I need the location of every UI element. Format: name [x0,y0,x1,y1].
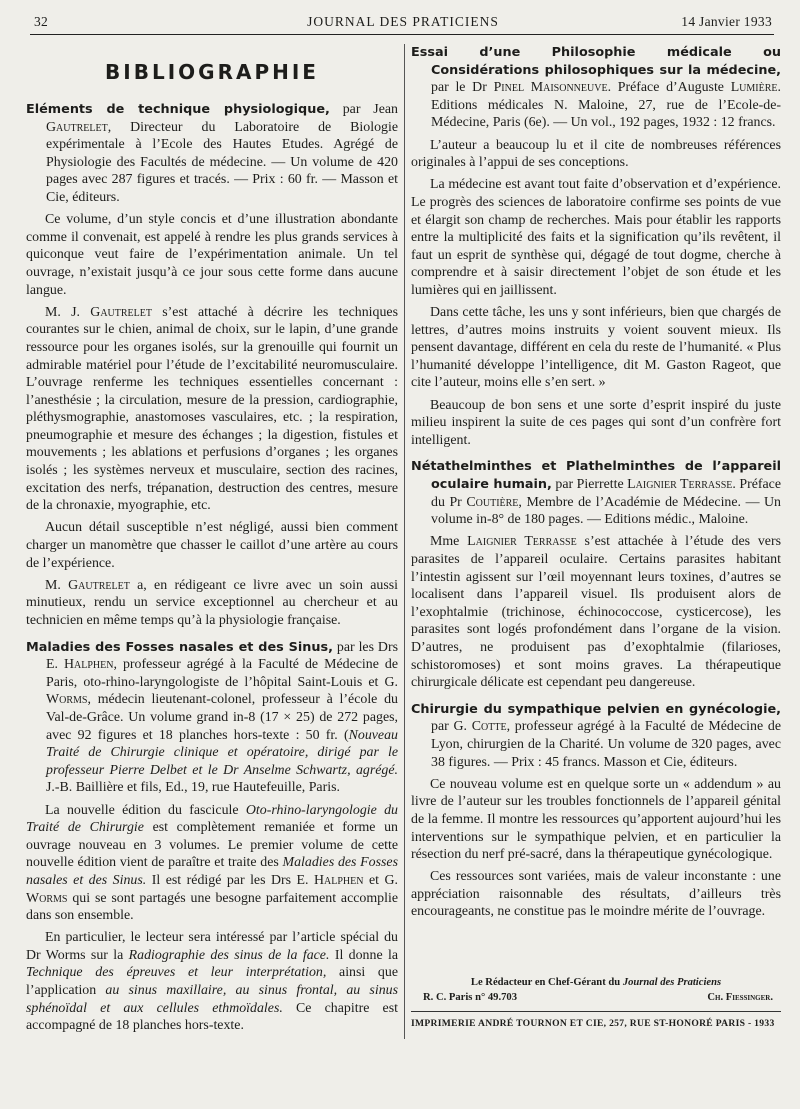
left-column [26,44,398,1109]
paragraph: M. Gautrelet a, en rédigeant ce livre avec un soin aussi minutieux, rendu un service exceptionnel au chercheur et au technicien en même temps qu’à la physiologie française. [26,577,398,628]
section-title: BIBLIOGRAPHIE [105,60,319,84]
paragraph: Ces ressources sont variées, mais de valeur inconstante : une appréciation raisonnable des résultats, d’ailleurs très encourageants, ne constitue pas le moindre mérite de l’ouvrage. [411,869,781,920]
right-column [411,44,781,1109]
paragraph: Ce volume, d’un style concis et d’une illustration abondante comme il convenait, est appelé à rendre les plus grands services à quiconque veut faire de l’expérimentation animale. Un tel ouvrage, n’existait jusqu’à ce jour sous cette forme dans aucune langue. [26,212,398,298]
header-rule [30,34,774,35]
footer-rule [411,1011,781,1012]
column-rule [404,44,405,1039]
journal-title: JOURNAL DES PRATICIENS [307,14,499,29]
paragraph: La médecine est avant tout faite d’observation et d’expérience. Le progrès des sciences de laboratoire confirme ses points de vue et élargit son champ de recherches. Mais pour établir les rapports entre la multiplicité des faits et la signification qu’ils revêtent, il faut un esprit de synthèse qui, dégagé de tout dogme, cherche à comprendre et à saisir directement l’objet de son étude et les lumières qui en jaillissent. [411,177,781,298]
review-entry-gautrelet: Eléments de technique physiologique, par Jean Gautrelet, Directeur du Laboratoire de Biologie expérimentale à l’Ecole des Hautes Etudes. Agrégé de Physiologie des Facultés de médecine. — Un volume de 420 pages avec 287 figures et tracés. — Prix : 60 fr. — Masson et Cie, éditeurs. [26,102,398,205]
entry-title: Chirurgie du sympathique pelvien en gynécologie, [411,701,781,717]
entry-title: Essai d’une Philosophie médicale ou Considérations philosophiques sur la médecine, [411,45,781,78]
paragraph: Ce nouveau volume est en quelque sorte un « addendum » au livre de l’auteur sur les troubles fonctionnels de l’appareil génital de la femme. Il montre les ressources qu’apportent aujourd’hui les interventions sur le sympathique pelvien, et en particulier la résection du nerf pré-sacré, dans la thérapeutique gynécologique. [411,776,781,863]
review-entry-halphen: Maladies des Fosses nasales et des Sinus, par les Drs E. Halphen, professeur agrégé à la Faculté de Médecine de Paris, oto-rhino-laryngologiste de l’hôpital Saint-Louis et G. Worms, médecin lieutenant-colonel, professeur à l’école du Val-de-Grâce. Un volume grand in-8 (17 × 25) de 272 pages, avec 92 figures et 18 planches hors-texte : 50 fr. (Nouveau Traité de Chirurgie clinique et opératoire, dirigé par le professeur Pierre Delbet et le Dr Anselme Schwartz, agrégé. J.-B. Baillière et fils, Ed., 19, rue Hautefeuille, Paris. [26,639,398,796]
running-head [34,14,772,34]
registration-line [411,990,781,1006]
review-entry-cotte: Chirurgie du sympathique pelvien en gynécologie, par G. Cotte, professeur agrégé à la Faculté de Médecine de Lyon, chirurgien de la Charité. Un volume de 320 pages, avec 38 figures. — Prix : 45 francs. Masson et Cie, éditeurs. [411,701,781,770]
review-entry-laignier: Nétathelminthes et Plathelminthes de l’appareil oculaire humain, par Pierrette Laignier Terrasse. Préface du Pr Coutière, Membre de l’Académie de Médecine. — Un volume in-8° de 180 pages. — Editions médic., Maloine. [411,459,782,528]
review-entry-pinel: Essai d’une Philosophie médicale ou Considérations philosophiques sur la médecine, par le Dr Pinel Maisonneuve. Préface d’Auguste Lumière. Editions médicales N. Maloine, 27, rue de l’Ecole-de-Médecine, Paris (6e). — Un vol., 192 pages, 1932 : 12 francs. [411,45,781,131]
signer-name: Ch. Fiessinger. [707,992,773,1003]
paragraph: Mme Laignier Terrasse s’est attachée à l’étude des vers parasites de l’appareil oculaire. Certains parasites habitant l’intestin agissent sur l’œil moyennant leurs toxines, d’autres se localisent dans l’appareil visuel. Ils produisent alors de l’exophtalmie (trichinose, échinococcose, cysticercose), les parasites sont logés profondément dans l’organe de la vision. D’autres, ne produisent pas d’exophtalmie (filarioses, schistoromoses) et sont moins graves. La thérapeutique chirurgicale délicate est cependant peu dangereuse. [411,534,782,691]
issue-date: 14 Janvier 1933 [681,14,772,29]
paragraph: En particulier, le lecteur sera intéressé par l’article spécial du Dr Worms sur la Radiographie des sinus de la face. Il donne la Technique des épreuves et leur interprétation, ainsi que l’application au sinus maxillaire, au sinus frontal, au sinus sphénoïdal et aux cellules ethmoïdales. Ce chapitre est accompagné de 18 planches hors-texte. [26,930,398,1034]
paragraph: Dans cette tâche, les uns y sont inférieurs, bien que chargés de lettres, d’autres moins instruits y voient souvent mieux. Ils pensent davantage, différent en cela du reste de l’humanité. « Plus l’humanité développe l’intelligence, dit M. Gaston Rageot, que cite l’auteur, moins elle s’en sert. » [411,305,781,391]
paragraph: M. J. Gautrelet s’est attaché à décrire les techniques courantes sur le chien, animal de choix, sur le lapin, d’une grande ressource pour les organes isolés, sur la grenouille qui fournit un admirable matériel pour l’étude de l’excitabilité neuromusculaire. L’ouvrage renferme les techniques essentielles concernant : l’anesthésie ; la circulation, mesure de la pression, cardiographie, pléthysmographie, anastomoses vasculaires, etc. ; la respiration, pneumographie et mesure des échanges ; la digestion, fistules et mouvements ; les ablations et perfusions d’organes ; les organes isolés ; les systèmes nerveux et musculaire, section des racines, excitation des nerfs, trépanation, destruction des centres, mesure de la chronaxie, myographie, etc. [26,304,399,514]
entry-title: Maladies des Fosses nasales et des Sinus, [26,639,333,655]
paragraph: L’auteur a beaucoup lu et il cite de nombreuses références originales à l’appui de ses conceptions. [411,137,781,171]
paragraph: Beaucoup de bon sens et une sorte d’esprit inspiré du juste milieu inspirent la suite de ces pages qui sont d’un confrère fort intelligent. [411,397,781,448]
printer-line: IMPRIMERIE ANDRÉ TOURNON ET CIE, 257, RUE ST-HONORÉ PARIS - 1933 [411,1018,775,1029]
entry-title: Eléments de technique physiologique, [26,102,330,117]
editor-line: Le Rédacteur en Chef-Gérant du Journal des Praticiens [470,977,722,988]
paragraph: La nouvelle édition du fascicule Oto-rhino-laryngologie du Traité de Chirurgie est complètement remaniée et forme un ouvrage nouveau en 3 volumes. Le premier volume de cette nouvelle édition vient de paraître et traite des Maladies des Fosses nasales et des Sinus. Il est rédigé par les Drs E. Halphen et G. Worms qui se sont partagés une besogne parfaitement accomplie dans son ensemble. [26,802,398,924]
registration-number: R. C. Paris n° 49.703 [423,992,517,1003]
entry-title: Nétathelminthes et Plathelminthes de l’appareil oculaire humain, [411,459,781,493]
paragraph: Aucun détail susceptible n’est négligé, aussi bien comment charger un manomètre que chasser le caillot d’une artère au cours de l’expérience. [26,520,398,571]
author-name: Gautrelet [46,119,108,135]
imprint-footer [411,975,781,1031]
page-number: 32 [34,14,49,29]
